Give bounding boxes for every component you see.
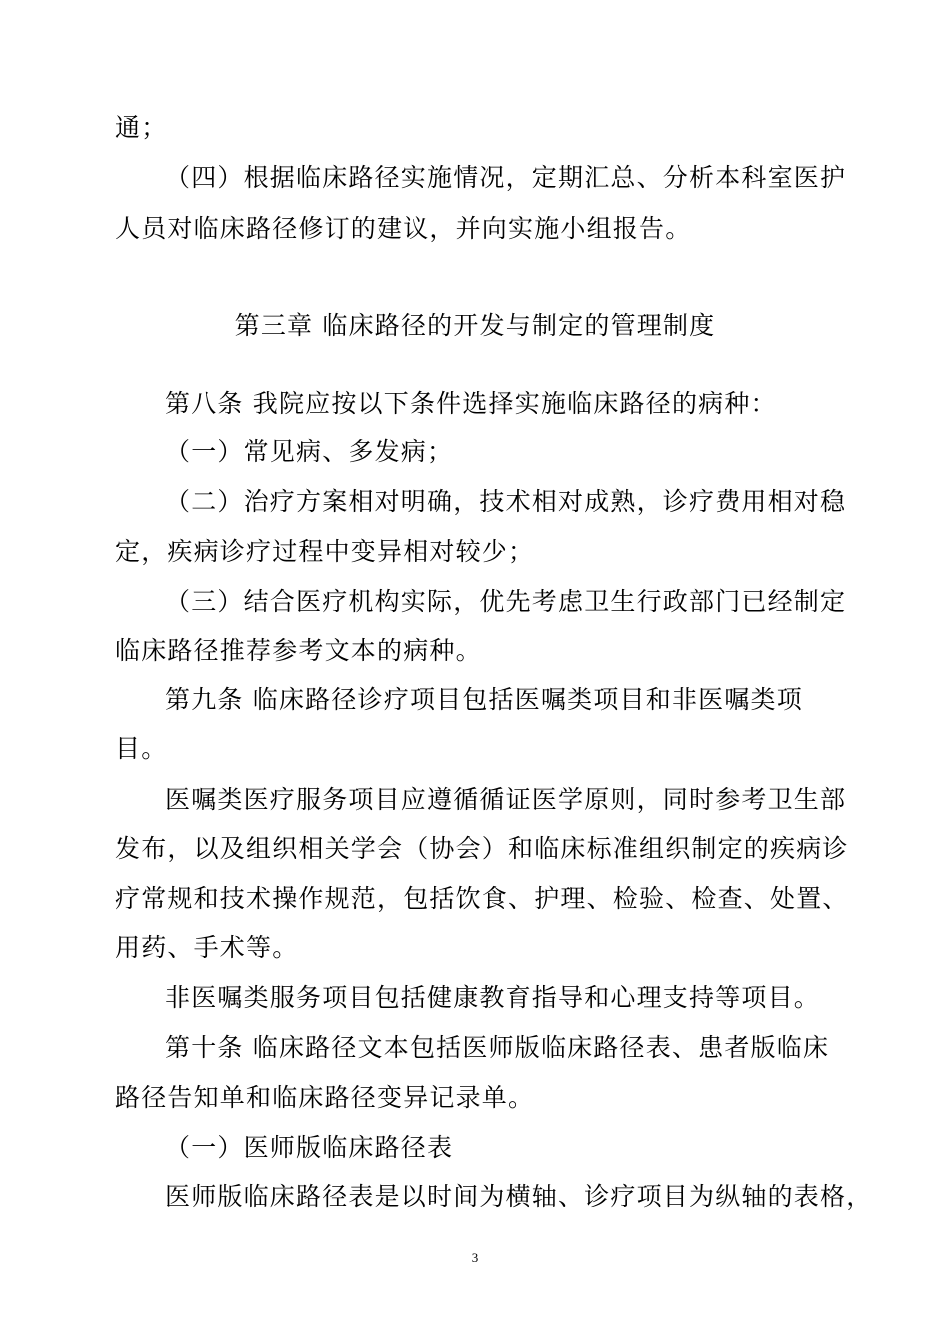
text-line: 通；	[115, 113, 168, 142]
text-line: 目。	[115, 734, 168, 763]
text-line: 非医嘱类服务项目包括健康教育指导和心理支持等项目。	[165, 983, 821, 1012]
text-line: 第八条 我院应按以下条件选择实施临床路径的病种：	[165, 389, 777, 418]
page-number: 3	[471, 1250, 479, 1265]
text-line: 临床路径推荐参考文本的病种。	[115, 636, 482, 665]
chapter-heading: 第三章 临床路径的开发与制定的管理制度	[234, 311, 716, 340]
text-line: 疗常规和技术操作规范，包括饮食、护理、检验、检查、处置、	[115, 884, 849, 913]
text-line: 路径告知单和临床路径变异记录单。	[115, 1083, 535, 1112]
text-line: 医嘱类医疗服务项目应遵循循证医学原则，同时参考卫生部	[165, 785, 847, 814]
text-line: （四）根据临床路径实施情况，定期汇总、分析本科室医护	[165, 163, 847, 192]
text-line: （二）治疗方案相对明确，技术相对成熟，诊疗费用相对稳	[165, 487, 847, 516]
text-line: （一）医师版临床路径表	[165, 1133, 454, 1162]
text-line: 第九条 临床路径诊疗项目包括医嘱类项目和非医嘱类项	[165, 685, 803, 714]
text-line: 发布，以及组织相关学会（协会）和临床标准组织制定的疾病诊	[115, 834, 849, 863]
text-line: （一）常见病、多发病；	[165, 437, 454, 466]
text-line: 定，疾病诊疗过程中变异相对较少；	[115, 537, 535, 566]
text-line: 用药、手术等。	[115, 933, 299, 962]
text-line: 人员对临床路径修订的建议，并向实施小组报告。	[115, 214, 692, 243]
text-line: 医师版临床路径表是以时间为横轴、诊疗项目为纵轴的表格，	[165, 1182, 873, 1211]
text-line: （三）结合医疗机构实际，优先考虑卫生行政部门已经制定	[165, 587, 847, 616]
text-line: 第十条 临床路径文本包括医师版临床路径表、患者版临床	[165, 1033, 830, 1062]
